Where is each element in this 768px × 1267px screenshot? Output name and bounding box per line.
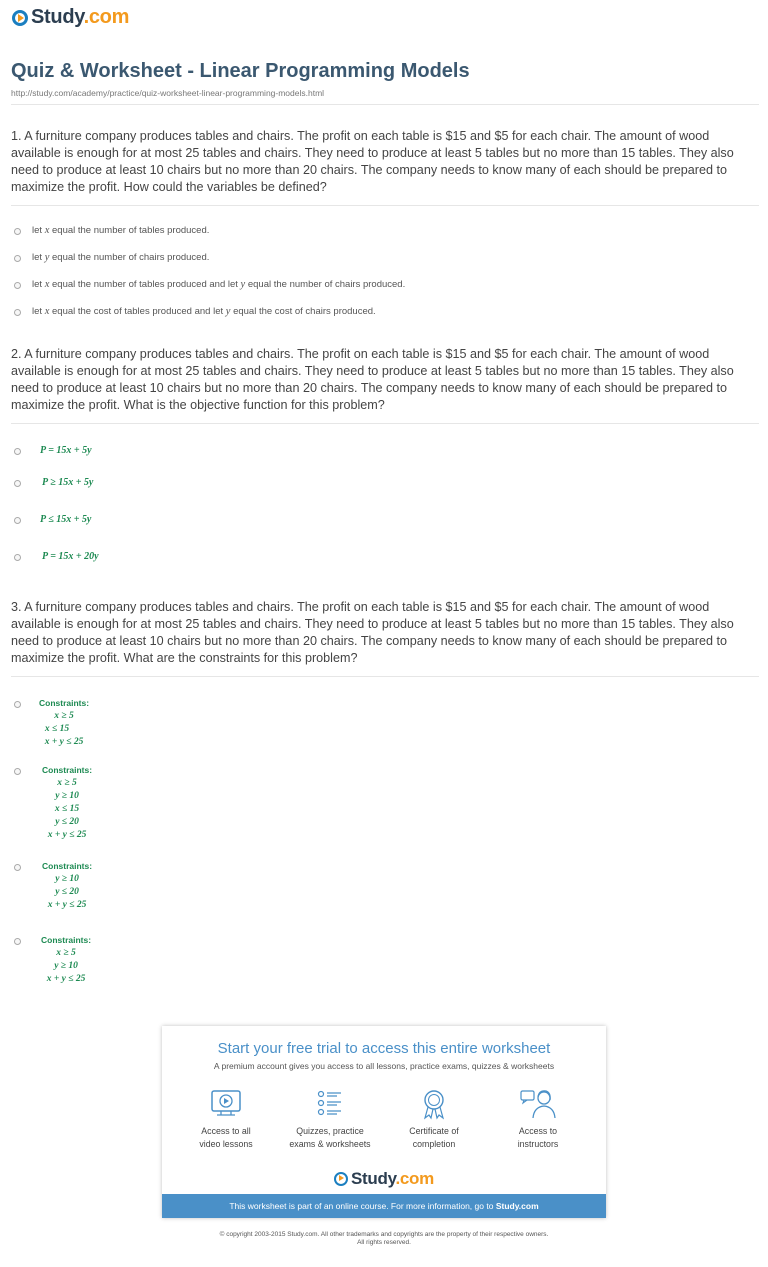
radio-button[interactable] bbox=[14, 554, 21, 561]
play-icon bbox=[334, 1172, 348, 1186]
radio-button[interactable] bbox=[14, 309, 21, 316]
radio-button[interactable] bbox=[14, 864, 21, 871]
q1-option-3[interactable]: let x equal the number of tables produced and let y equal the number of chairs produced. bbox=[14, 279, 405, 290]
feature-quizzes bbox=[280, 1088, 380, 1151]
premium-promo-card bbox=[162, 1026, 606, 1218]
q3-option-1[interactable]: Constraints: x ≥ 5 x ≤ 15 x + y ≤ 25 bbox=[14, 697, 89, 749]
q2-option-1[interactable]: P = 15x + 5y bbox=[14, 445, 92, 456]
divider bbox=[11, 104, 759, 105]
page-url: http://study.com/academy/practice/quiz-worksheet-linear-programming-models.html bbox=[11, 88, 325, 98]
question-3-text: 3. A furniture company produces tables and chairs. The profit on each table is $15 and $5 for each chair. The amount of wood available is enough for at most 25 tables and chairs. They need to produce at least 5 tables but no more than 15 tables. They also need to produce at least 10 chairs but no more than 20 chairs. The company needs to know many of each should be prepared to maximize the profit. What are the constraints for this problem? bbox=[11, 600, 734, 665]
logo-text: Study.com bbox=[31, 6, 130, 28]
feature-label: Certificate of completion bbox=[409, 1126, 459, 1149]
radio-button[interactable] bbox=[14, 701, 21, 708]
instructor-icon bbox=[519, 1088, 557, 1120]
feature-video-lessons bbox=[176, 1088, 276, 1151]
divider bbox=[11, 205, 759, 206]
radio-button[interactable] bbox=[14, 768, 21, 775]
feature-label: Access to all video lessons bbox=[199, 1126, 253, 1149]
promo-study-logo[interactable]: Study.com bbox=[162, 1169, 606, 1189]
divider bbox=[11, 423, 759, 424]
q3-option-2[interactable]: Constraints: x ≥ 5 y ≥ 10 x ≤ 15 y ≤ 20 x + y ≤ 25 bbox=[14, 764, 92, 842]
feature-certificate bbox=[384, 1088, 484, 1151]
radio-button[interactable] bbox=[14, 228, 21, 235]
feature-instructors bbox=[488, 1088, 588, 1151]
q3-option-4[interactable]: Constraints: x ≥ 5 y ≥ 10 x + y ≤ 25 bbox=[14, 934, 91, 986]
certificate-icon bbox=[417, 1088, 451, 1120]
q1-option-2[interactable]: let y equal the number of chairs produced. bbox=[14, 252, 209, 263]
radio-button[interactable] bbox=[14, 255, 21, 262]
q2-option-4[interactable]: P = 15x + 20y bbox=[14, 551, 99, 562]
question-2-text: 2. A furniture company produces tables and chairs. The profit on each table is $15 and $5 for each chair. The amount of wood available is enough for at most 25 tables and chairs. They need to produce at least 5 tables but no more than 15 tables. They also need to produce at least 10 chairs but no more than 20 chairs. The company needs to know many of each should be prepared to maximize the profit. What is the objective function for this problem? bbox=[11, 347, 734, 412]
radio-button[interactable] bbox=[14, 517, 21, 524]
question-1-text: 1. A furniture company produces tables and chairs. The profit on each table is $15 and $5 for each chair. The amount of wood available is enough for at most 25 tables and chairs. They need to produce at least 5 tables but no more than 15 tables. They also need to produce at least 10 chairs but no more than 20 chairs. The company needs to know many of each should be prepared to maximize the profit. How could the variables be defined? bbox=[11, 129, 734, 194]
study-logo[interactable] bbox=[12, 6, 129, 29]
radio-button[interactable] bbox=[14, 448, 21, 455]
play-icon bbox=[12, 10, 28, 26]
divider bbox=[11, 676, 759, 677]
study-link[interactable]: Study.com bbox=[495, 1201, 539, 1211]
q2-option-2[interactable]: P ≥ 15x + 5y bbox=[14, 477, 93, 488]
quiz-list-icon bbox=[313, 1088, 347, 1120]
radio-button[interactable] bbox=[14, 480, 21, 487]
q1-option-4[interactable]: let x equal the cost of tables produced and let y equal the cost of chairs produced. bbox=[14, 306, 376, 317]
q3-option-3[interactable]: Constraints: y ≥ 10 y ≤ 20 x + y ≤ 25 bbox=[14, 860, 92, 912]
page-title: Quiz & Worksheet - Linear Programming Models bbox=[11, 60, 470, 82]
feature-label: Quizzes, practice exams & worksheets bbox=[289, 1126, 371, 1149]
video-lesson-icon bbox=[209, 1088, 243, 1120]
promo-subline: A premium account gives you access to all lessons, practice exams, quizzes & worksheets bbox=[213, 1061, 555, 1071]
q1-option-1[interactable]: let x equal the number of tables produced. bbox=[14, 225, 209, 236]
radio-button[interactable] bbox=[14, 938, 21, 945]
copyright-footer: © copyright 2003-2015 Study.com. All other trademarks and copyrights are the property of their respective owners. All rights reserved. bbox=[219, 1231, 549, 1246]
q2-option-3[interactable]: P ≤ 15x + 5y bbox=[14, 514, 91, 525]
promo-info-bar: This worksheet is part of an online course. For more information, go to Study.com bbox=[162, 1194, 606, 1218]
feature-label: Access to instructors bbox=[517, 1126, 559, 1149]
radio-button[interactable] bbox=[14, 282, 21, 289]
promo-headline: Start your free trial to access this entire worksheet bbox=[217, 1040, 551, 1057]
